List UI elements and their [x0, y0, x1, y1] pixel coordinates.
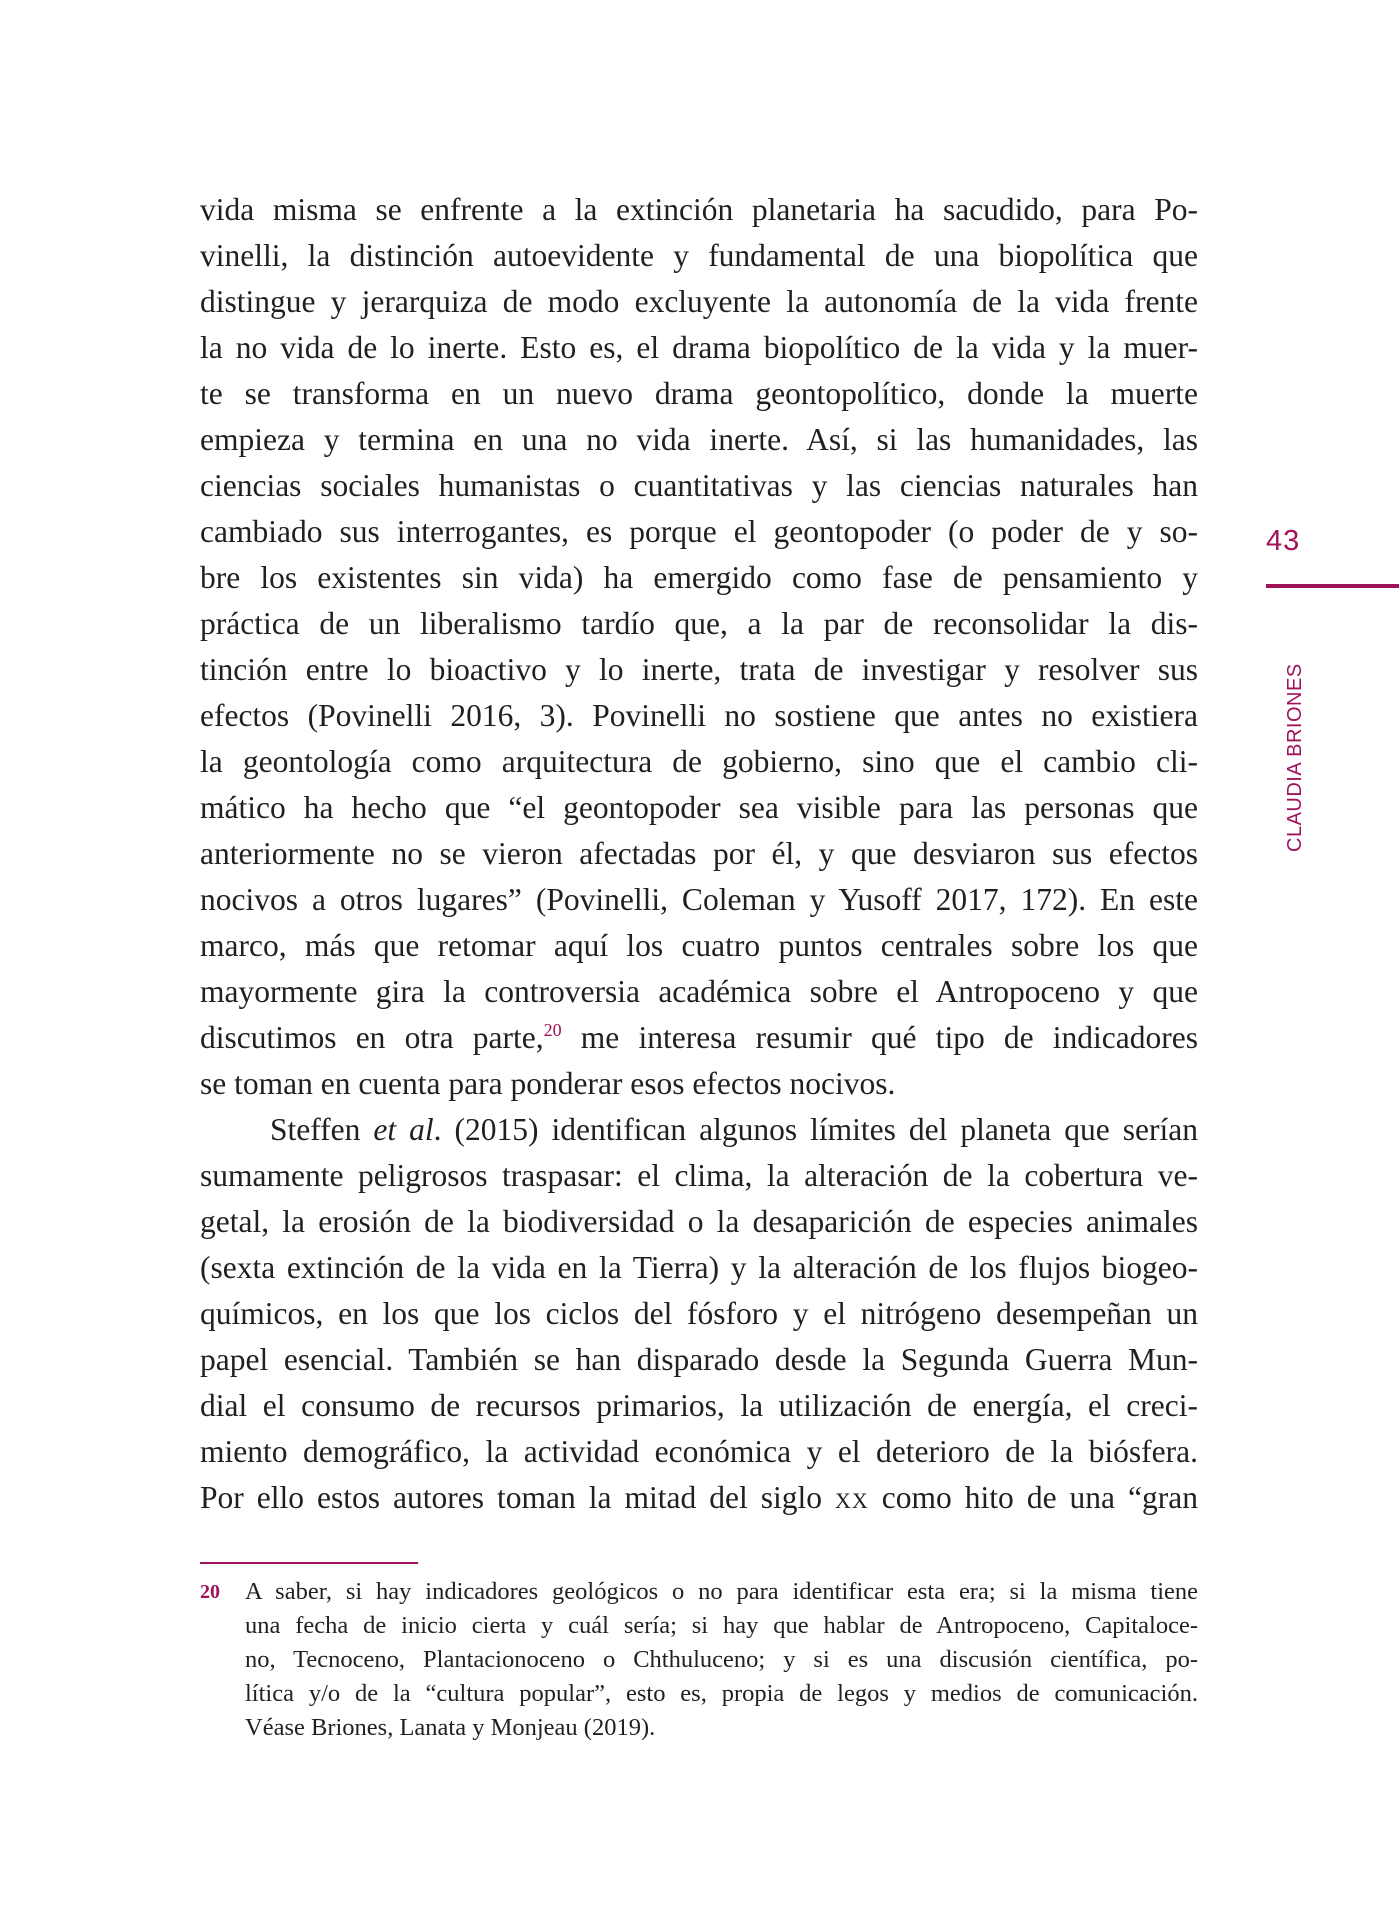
- footnote-reference[interactable]: 20: [543, 1020, 562, 1040]
- text-line: tinción entre lo bioactivo y lo inerte, trata de investigar y resolver sus: [200, 652, 1198, 687]
- footnote-line: lítica y/o de la “cultura popular”, esto es, propia de legos y medios de comunicación.: [245, 1680, 1198, 1707]
- text-line: marco, más que retomar aquí los cuatro puntos centrales sobre los que: [200, 928, 1198, 963]
- text-line: mayormente gira la controversia académica sobre el Antropoceno y que: [200, 974, 1198, 1009]
- smallcaps-text: xx: [835, 1480, 869, 1515]
- footnote-divider: [200, 1562, 418, 1564]
- page-number: 43: [1266, 525, 1301, 557]
- text-line: ciencias sociales humanistas o cuantitativas y las ciencias naturales han: [200, 468, 1198, 503]
- paragraph-2: [200, 1107, 1198, 1521]
- footnote-text: [245, 1575, 1198, 1745]
- text-fragment: me interesa resumir qué tipo de indicadores: [561, 1020, 1198, 1055]
- text-line: miento demográfico, la actividad económica y el deterioro de la biósfera.: [200, 1434, 1198, 1469]
- text-line: vinelli, la distinción autoevidente y fundamental de una biopolítica que: [200, 238, 1198, 273]
- text-line: bre los existentes sin vida) ha emergido como fase de pensamiento y: [200, 560, 1198, 595]
- text-line: se toman en cuenta para ponderar esos efectos nocivos.: [200, 1066, 896, 1101]
- text-line: cambiado sus interrogantes, es porque el geontopoder (o poder de y so-: [200, 514, 1198, 549]
- text-line: la geontología como arquitectura de gobierno, sino que el cambio cli-: [200, 744, 1198, 779]
- body-text: [200, 187, 1198, 1521]
- text-line: papel esencial. También se han disparado desde la Segunda Guerra Mun-: [200, 1342, 1198, 1377]
- text-fragment: discutimos en otra parte,: [200, 1020, 544, 1055]
- running-head: CLAUDIA BRIONES: [1284, 663, 1306, 852]
- text-line: nocivos a otros lugares” (Povinelli, Coleman y Yusoff 2017, 172). En este: [200, 882, 1198, 917]
- footnote-number: 20: [200, 1581, 220, 1603]
- text-line: la no vida de lo inerte. Esto es, el drama biopolítico de la vida y la muer-: [200, 330, 1198, 365]
- text-line: anteriormente no se vieron afectadas por él, y que desviaron sus efectos: [200, 836, 1198, 871]
- text-line: práctica de un liberalismo tardío que, a la par de reconsolidar la dis-: [200, 606, 1198, 641]
- text-line: químicos, en los que los ciclos del fósforo y el nitrógeno desempeñan un: [200, 1296, 1198, 1331]
- text-line: vida misma se enfrente a la extinción planetaria ha sacudido, para Po-: [200, 192, 1198, 227]
- text-fragment: Por ello estos autores toman la mitad del siglo: [200, 1480, 836, 1515]
- paragraph-1: [200, 187, 1198, 1107]
- text-line: empieza y termina en una no vida inerte. Así, si las humanidades, las: [200, 422, 1198, 457]
- text-line: te se transforma en un nuevo drama geontopolítico, donde la muerte: [200, 376, 1198, 411]
- footnote-line: una fecha de inicio cierta y cuál sería; si hay que hablar de Antropoceno, Capitaloce-: [245, 1612, 1198, 1639]
- text-fragment: como hito de una “gran: [868, 1480, 1199, 1515]
- text-line: dial el consumo de recursos primarios, la utilización de energía, el creci-: [200, 1388, 1198, 1423]
- text-line: getal, la erosión de la biodiversidad o la desaparición de especies animales: [200, 1204, 1198, 1239]
- text-line: mático ha hecho que “el geontopoder sea visible para las personas que: [200, 790, 1198, 825]
- text-line: [200, 1475, 1198, 1521]
- text-line: (sexta extinción de la vida en la Tierra) y la alteración de los flujos biogeo-: [200, 1250, 1198, 1285]
- text-line: distingue y jerarquiza de modo excluyente la autonomía de la vida frente: [200, 284, 1198, 319]
- italic-text: et al: [373, 1112, 434, 1147]
- text-line: efectos (Povinelli 2016, 3). Povinelli no sostiene que antes no existiera: [200, 698, 1198, 733]
- margin-rule: [1266, 584, 1399, 588]
- text-fragment: Steffen: [270, 1112, 374, 1147]
- footnote-line: A saber, si hay indicadores geológicos o no para identificar esta era; si la misma tiene: [245, 1578, 1198, 1605]
- text-line: sumamente peligrosos traspasar: el clima, la alteración de la cobertura ve-: [200, 1158, 1198, 1193]
- footnote-line: Véase Briones, Lanata y Monjeau (2019).: [245, 1714, 656, 1741]
- text-line-with-footnote-ref: [200, 1015, 1198, 1061]
- text-fragment: . (2015) identifican algunos límites del planeta que serían: [433, 1112, 1198, 1147]
- text-line: [200, 1107, 1198, 1153]
- footnote-line: no, Tecnoceno, Plantacionoceno o Chthuluceno; y si es una discusión científica, po-: [245, 1646, 1198, 1673]
